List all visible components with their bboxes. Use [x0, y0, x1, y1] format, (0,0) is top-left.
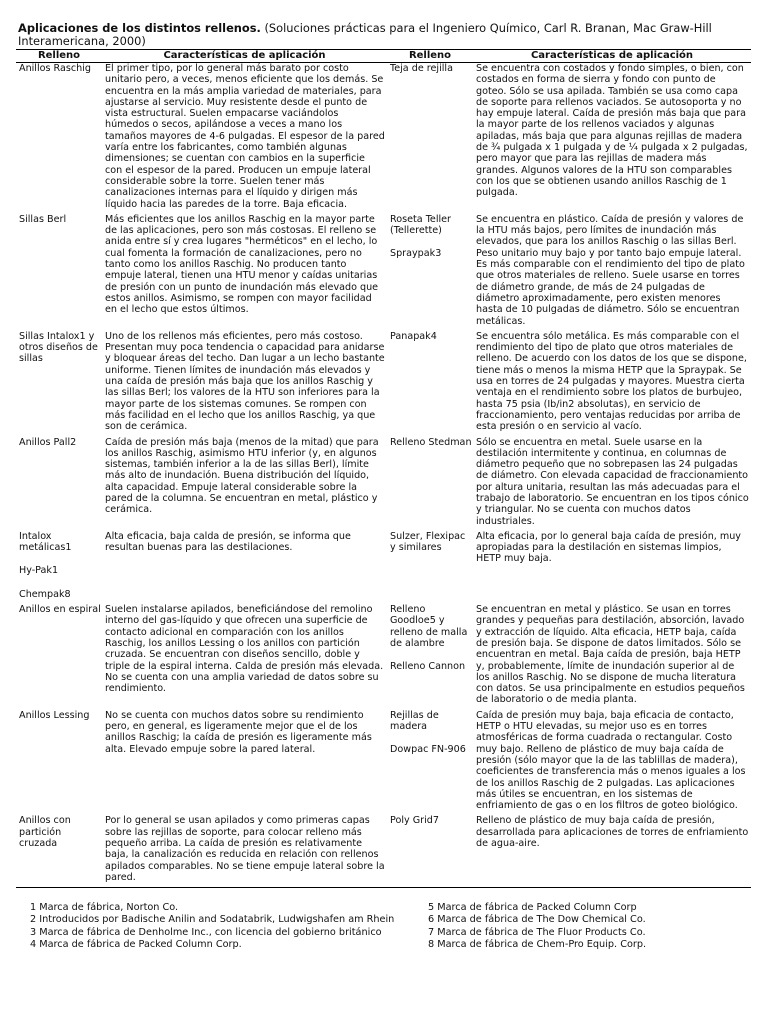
table-row [16, 63, 751, 214]
right-packing-description: Caída de presión muy baja, baja eficacia de contacto, HETP o HTU elevadas, su mejor uso es en torres atmosféricas de forma cuadrada o rectangular. Costo muy bajo. Relleno de plástico de muy baja caída de presión (sólo mayor que la de las tablillas de madera), coeficientes de transferencia más o menos iguales a los de los anillos Raschig de 2 pulgadas. Las aplicaciones más útiles se encuentran, en los sistemas de enfriamiento de gas o en los filtros de goteo biológico. [476, 709, 746, 812]
left-packing-name-cell [16, 214, 102, 331]
table-body [16, 63, 751, 888]
footnote: 6 Marca de fábrica de The Dow Chemical Co. [428, 914, 646, 926]
left-packing-name-cell [16, 604, 102, 710]
packing-name: Relleno Goodloe5 y relleno de malla de alambre [390, 604, 468, 649]
table-header-row [16, 50, 751, 63]
table-row [16, 214, 751, 331]
footnote: 1 Marca de fábrica, Norton Co. [30, 902, 179, 913]
footnote: 2 Introducidos por Badische Anilin and Sodatabrik, Ludwigshafen am Rhein [30, 914, 395, 926]
packing-name: Panapak4 [390, 330, 437, 342]
left-packing-description: Alta eficacia, baja calda de presión, se informa que resultan buenas para las destilaciones. [105, 530, 351, 554]
footnote: 4 Marca de fábrica de Packed Column Corp. [30, 939, 242, 951]
packing-name: Hy-Pak1 [19, 565, 59, 577]
title-source: (Soluciones prácticas para el Ingeniero Químico, Carl R. Branan, Mac Graw-Hill Interamericana, 2000) [18, 21, 712, 48]
packing-name: Anillos Raschig [19, 63, 91, 74]
table-row [16, 331, 751, 437]
table-row [16, 604, 751, 710]
left-packing-description: No se cuenta con muchos datos sobre su rendimiento pero, en general, es ligeramente mejor que el de los anillos Raschig; la caída de presión es ligeramente más alta. Elevado empuje sobre la pared lateral. [105, 709, 372, 755]
packing-name: Dowpac FN-906 [390, 744, 466, 756]
packing-name: Rejillas de madera [390, 709, 439, 733]
header-caracteristicas-right: Características de aplicación [473, 50, 751, 63]
right-packing-description: Relleno de plástico de muy baja caída de presión, desarrollada para aplicaciones de torres de enfriamiento de agua-aire. [473, 815, 751, 887]
left-packing-name-cell [16, 437, 102, 531]
left-packing-description: El primer tipo, por lo general más barato por costo unitario pero, a veces, menos eficiente que los demás. Se encuentra en la más amplia variedad de materiales, para ajustarse al servicio. Muy resistente desde el punto de vista estructural. Suelen empacarse vaciándolos húmedos o secos, apilándose a veces a mano los tamaños mayores de 4-6 pulgadas. El espesor de la pared varía entre los fabricantes, como también algunas dimensiones; se cuentan con cambios en la superficie con el espesor de la pared. Producen un empuje lateral considerable sobre la torre. Suelen tener más canalizaciones internas para el líquido y dirigen más líquido hacia las paredes de la torre. Baja eficacia. [105, 63, 385, 210]
right-packing-name-cell [387, 815, 473, 887]
left-packing-description: Uno de los rellenos más eficientes, pero más costoso. Presentan muy poca tendencia o capacidad para anidarse y bloquear áreas del techo. Dan lugar a un lecho bastante uniforme. Tienen límites de inundación más elevados y una caída de presión más baja que los anillos Raschig y las sillas Berl; los valores de la HTU son inferiores para la mayor parte de los sistemas comunes. Se rompen con más facilidad en el lecho que los anillos Raschig, ya que son de cerámica. [105, 330, 385, 433]
packing-name: Anillos en espiral [19, 604, 101, 616]
left-packing-name-cell [16, 63, 102, 214]
packing-name: Anillos Lessing [19, 709, 90, 721]
packing-name: Anillos Pall2 [19, 436, 77, 448]
right-packing-description: Alta eficacia, por lo general baja caída de presión, muy apropiadas para la destilación en sistemas limpios, HETP muy baja. [476, 530, 741, 565]
footnote: 8 Marca de fábrica de Chem-Pro Equip. Corp. [428, 939, 647, 951]
right-packing-name-cell [387, 710, 473, 816]
left-packing-name-cell [16, 815, 102, 887]
right-packing-name-cell [387, 531, 473, 604]
right-packing-description: Se encuentra sólo metálica. Es más comparable con el rendimiento del tipo de plato que otros materiales de relleno. De acuerdo con los datos de los que se dispone, tiene más o menos la misma HETP que la Spraypak. Se usa en torres de 24 pulgadas y mayores. Muestra cierta ventaja en el rendimiento sobre los platos de burbujeo, hasta 75 psia (Ib/in2 absolutas), en servicio de fraccionamiento, pero ventajas reducidas por arriba de esta presión o en servicio al vacío. [476, 330, 747, 433]
header-caracteristicas-left: Características de aplicación [102, 50, 387, 63]
packing-name: Chempak8 [19, 588, 71, 600]
packing-name: Teja de rejilla [390, 63, 453, 74]
right-packing-name-cell [387, 437, 473, 531]
right-packing-name-cell [387, 331, 473, 437]
left-packing-name-cell [16, 710, 102, 816]
packing-name: Sillas Berl [19, 213, 67, 225]
packing-name: Roseta Teller (Tellerette) [390, 213, 452, 237]
footnotes-left [30, 902, 420, 952]
left-packing-description: Más eficientes que los anillos Raschig en la mayor parte de las aplicaciones, pero son más costosas. El relleno se anida entre sí y crea lugares "herméticos" en el lecho, lo cual fomenta la formación de canalizaciones, pero no tanto como los anillos Raschig. No producen tanto empuje lateral, tienen una HTU menor y caídas unitarias de presión con un punto de inundación más elevado que estos anillos. Asimismo, se rompen con mayor facilidad en el lecho que estos últimos. [105, 213, 379, 316]
right-packing-name-cell [387, 63, 473, 214]
right-packing-description: Se encuentra con costados y fondo simples, o bien, con costados en forma de sierra y fondo con punto de goteo. Sólo se usa apilada. También se usa como capa de soporte para rellenos vaciados. Se autosoporta y no hay empuje lateral. Caída de presión más baja que para la mayor parte de los rellenos vaciados y algunas apiladas, más baja que para algunas rejillas de madera de ¾ pulgada x 1 pulgada y de ¼ pulgada x 2 pulgadas, pero mayor que para las rejillas de madera más grandes. Algunos valores de la HTU son comparables con los que se obtienen usando anillos Raschig de 1 pulgada. [476, 63, 748, 199]
packing-name: Relleno Cannon [390, 661, 466, 673]
right-packing-description: Sólo se encuentra en metal. Suele usarse en la destilación intermitente y continua, en columnas de diámetro pequeño que no sobrepasen las 24 pulgadas de diámetro. Con elevada capacidad de fraccionamiento por altura unitaria, resultan las más adecuadas para el trabajo de laboratorio. Se encuentran en los tipos cónico y triangular. No se cuenta con muchos datos industriales. [476, 436, 749, 527]
header-relleno-left: Relleno [16, 50, 102, 63]
packing-name: Sulzer, Flexipac y similares [390, 530, 466, 554]
document-title [18, 22, 753, 48]
table-row [16, 437, 751, 531]
left-packing-description: Suelen instalarse apilados, beneficiándose del remolino interno del gas-líquido y que ofrecen una superficie de contacto adicional en comparación con los anillos Raschig, los anillos Lessing o los anillos con partición cruzada. Se encuentran con diseños sencillo, doble y triple de la espiral interna. Calda de presión más elevada. No se cuenta con una amplia variedad de datos sobre su rendimiento. [105, 604, 384, 695]
packing-table [16, 49, 751, 888]
right-packing-description: Se encuentran en metal y plástico. Se usan en torres grandes y pequeñas para destilación, absorción, lavado y extracción de líquido. Alta eficacia, HETP baja, caída de presión baja. Se dispone de datos limitados. Sólo se encuentran en metal. Baja caída de presión, baja HETP y, probablemente, límite de inundación superior al de los anillos Raschig. No se dispone de mucha literatura con datos. Se usa principalmente en estudios pequeños de laboratorio o de media planta. [476, 604, 745, 706]
table-row [16, 710, 751, 816]
packing-name: Spraypak3 [390, 248, 442, 260]
title-bold: Aplicaciones de los distintos rellenos. [18, 21, 261, 35]
packing-name: Sillas Intalox1 y otros diseños de sillas [19, 330, 98, 365]
table-row [16, 531, 751, 604]
footnote: 5 Marca de fábrica de Packed Column Corp [428, 902, 637, 913]
left-packing-description: Por lo general se usan apilados y como primeras capas sobre las rejillas de soporte, para colocar relleno más pequeño arriba. La caída de presión es relativamente baja, la canalización es reducida en relación con rellenos apilados comparables. No se tiene empuje lateral sobre la pared. [102, 815, 387, 887]
footnote: 3 Marca de fábrica de Denholme Inc., con licencia del gobierno británico [30, 926, 382, 938]
left-packing-name-cell [16, 331, 102, 437]
packing-name: Relleno Stedman [390, 436, 472, 448]
table-row [16, 815, 751, 887]
footnotes-right [428, 902, 758, 952]
right-packing-name-cell [387, 214, 473, 331]
right-packing-name-cell [387, 604, 473, 710]
packing-name: Anillos con partición cruzada [19, 815, 71, 849]
right-packing-description: Se encuentra en plástico. Caída de presión y valores de la HTU más bajos, pero límites de inundación más elevados, que para los anillos Raschig o las sillas Berl. Peso unitario muy bajo y por tanto bajo empuje lateral. Es más comparable con el rendimiento del tipo de plato que otros materiales de relleno. Suele usarse en torres de diámetro grande, de más de 24 pulgadas de diámetro aproximadamente, pero existen menores hasta de 10 pulgadas de diámetro. Sólo se encuentran metálicas. [476, 213, 745, 327]
left-packing-description: Caída de presión más baja (menos de la mitad) que para los anillos Raschig, asimismo HTU inferior (y, en algunos sistemas, también inferior a la de las sillas Berl), límite más alto de inundación. Buena distribución del líquido, alta capacidad. Empuje lateral considerable sobre la pared de la columna. Se encuentran en metal, plástico y cerámica. [105, 436, 379, 516]
packing-name: Intalox metálicas1 [19, 530, 72, 554]
footnote: 7 Marca de fábrica de The Fluor Products Co. [428, 926, 646, 938]
header-relleno-right: Relleno [387, 50, 473, 63]
packing-name: Poly Grid7 [390, 815, 439, 827]
left-packing-name-cell [16, 531, 102, 604]
